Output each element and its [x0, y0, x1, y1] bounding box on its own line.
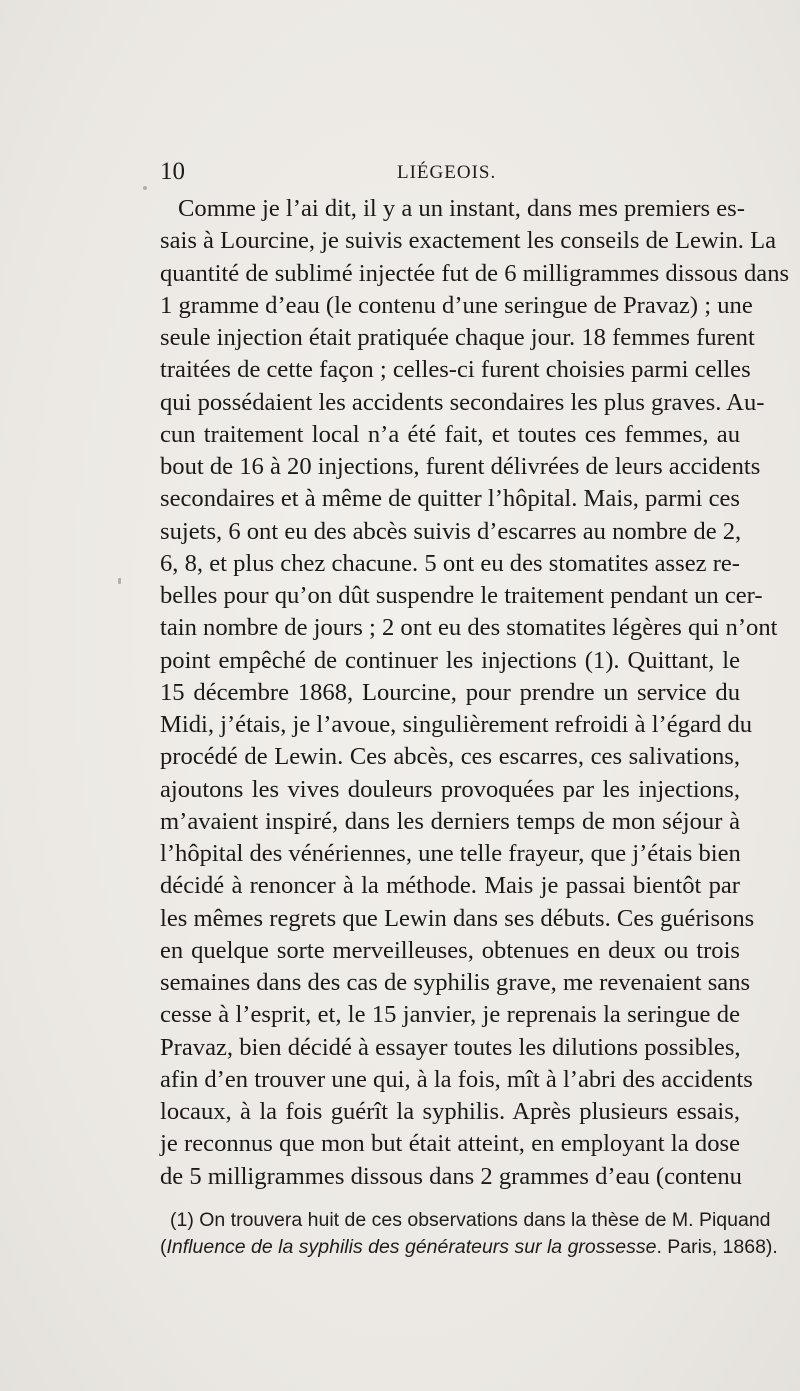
text-line: Pravaz, bien décidé à essayer toutes les dilutions possibles,	[160, 1033, 741, 1061]
text-line: secondaires et à même de quitter l’hôpital. Mais, parmi ces	[160, 485, 740, 513]
text-line: sujets, 6 ont eu des abcès suivis d’escarres au nombre de 2,	[160, 517, 742, 545]
text-line: sais à Lourcine, je suivis exactement les conseils de Lewin. La	[160, 227, 777, 255]
text-line: cun traitement local n’a été fait, et toutes ces femmes, au	[160, 420, 740, 448]
text-line: en quelque sorte merveilleuses, obtenues en deux ou trois	[160, 936, 740, 964]
text-line: de 5 milligrammes dissous dans 2 grammes d’eau (contenu	[160, 1162, 742, 1190]
text-line: cesse à l’esprit, et, le 15 janvier, je reprenais la seringue de	[160, 1001, 740, 1029]
text-line: afin d’en trouver une qui, à la fois, mît à l’abri des accidents	[160, 1065, 753, 1093]
text-line: Midi, j’étais, je l’avoue, singulièrement refroidi à l’égard du	[160, 711, 753, 738]
text-line: ajoutons les vives douleurs provoquées par les injections,	[160, 775, 740, 803]
page-number: 10	[160, 158, 185, 185]
ink-speck	[143, 186, 147, 190]
footnote-citation: . Paris, 1868).	[656, 1236, 778, 1258]
ink-speck	[118, 578, 121, 584]
running-title: LIÉGEOIS.	[397, 162, 497, 183]
text-line: locaux, à la fois guérît la syphilis. Après plusieurs essais,	[160, 1098, 740, 1125]
text-line: seule injection était pratiquée chaque jour. 18 femmes furent	[160, 324, 755, 351]
text-line: procédé de Lewin. Ces abcès, ces escarres, ces salivations,	[160, 743, 740, 771]
text-line: m’avaient inspiré, dans les derniers temps de mon séjour à	[160, 807, 740, 835]
text-line: l’hôpital des vénériennes, une telle frayeur, que j’étais bien	[160, 840, 741, 867]
text-line: point empêché de continuer les injections (1). Quittant, le	[160, 646, 740, 674]
text-line: 15 décembre 1868, Lourcine, pour prendre un service du	[160, 678, 740, 706]
text-line: belles pour qu’on dût suspendre le traitement pendant un cer-	[160, 582, 763, 609]
body-paragraph	[160, 193, 790, 1193]
footnote-book-title: Influence de la syphilis des générateurs sur la grossesse	[166, 1236, 657, 1258]
text-line: quantité de sublimé injectée fut de 6 milligrammes dissous dans	[160, 259, 790, 287]
text-line: Comme je l’ai dit, il y a un instant, dans mes premiers es-	[178, 195, 745, 222]
text-line: bout de 16 à 20 injections, furent délivrées de leurs accidents	[160, 453, 761, 480]
footnote	[160, 1207, 778, 1261]
text-line: tain nombre de jours ; 2 ont eu des stomatites légères qui n’ont	[160, 614, 778, 642]
text-line: qui possédaient les accidents secondaires les plus graves. Au-	[160, 388, 765, 416]
text-line: 6, 8, et plus chez chacune. 5 ont eu des stomatites assez re-	[160, 549, 740, 577]
text-line: je reconnus que mon but était atteint, en employant la dose	[160, 1130, 740, 1158]
text-line: semaines dans des cas de syphilis grave, me revenaient sans	[160, 969, 751, 996]
text-line: 1 gramme d’eau (le contenu d’une seringue de Pravaz) ; une	[160, 291, 753, 319]
running-head	[160, 158, 740, 188]
footnote-line	[160, 1234, 778, 1261]
footnote-open-paren: (	[160, 1236, 167, 1258]
text-line: traitées de cette façon ; celles-ci furent choisies parmi celles	[160, 356, 751, 384]
text-line: les mêmes regrets que Lewin dans ses débuts. Ces guérisons	[160, 904, 755, 932]
text-line: décidé à renoncer à la méthode. Mais je passai bientôt par	[160, 872, 740, 900]
footnote-line: (1) On trouvera huit de ces observations dans la thèse de M. Piquand	[170, 1209, 771, 1231]
